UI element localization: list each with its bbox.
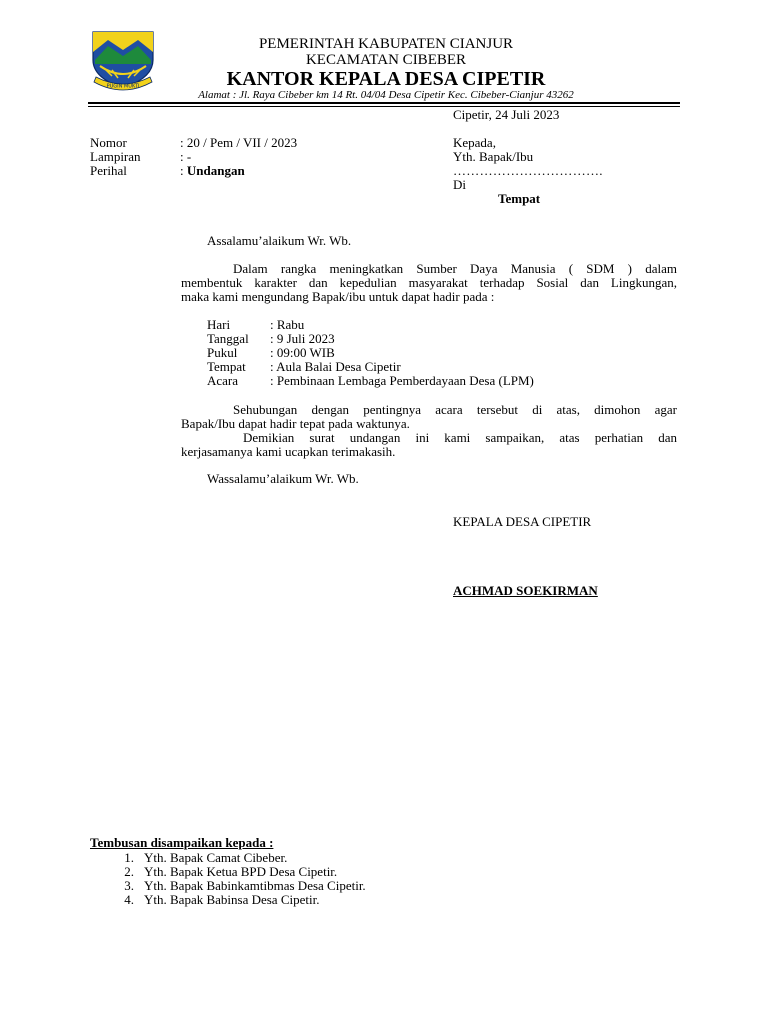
logo-motto: PUGIN MUKTI bbox=[106, 83, 140, 90]
recipient-kepada: Kepada, bbox=[453, 135, 496, 150]
cc-text: Yth. Bapak Babinsa Desa Cipetir. bbox=[144, 892, 320, 907]
letterhead-divider-thick bbox=[88, 102, 680, 104]
intro-paragraph bbox=[181, 262, 677, 304]
recipient-di: Di bbox=[453, 177, 466, 192]
cianjur-regency-logo bbox=[90, 30, 156, 94]
signature-name: ACHMAD SOEKIRMAN bbox=[453, 583, 598, 598]
closing1-line-1: Sehubungan dengan pentingnya acara tersebut di atas, dimohon agar bbox=[233, 402, 677, 417]
letterhead-divider-thin bbox=[88, 106, 680, 107]
greeting: Assalamu’alaikum Wr. Wb. bbox=[207, 233, 352, 248]
event-value-tempat: : Aula Balai Desa Cipetir bbox=[270, 359, 401, 374]
intro-line-2: membentuk karakter dan kepedulian masyarakat terhadap Sosial dan Lingkungan, bbox=[181, 275, 677, 290]
lampiran-label: Lampiran bbox=[90, 149, 141, 164]
recipient-tempat: Tempat bbox=[498, 191, 541, 206]
recipient-dots: ……………………………. bbox=[453, 163, 603, 178]
nomor-value: : 20 / Pem / VII / 2023 bbox=[180, 135, 298, 150]
intro-line-1: Dalam rangka meningkatkan Sumber Daya Manusia ( SDM ) dalam bbox=[233, 261, 677, 276]
perihal-row bbox=[180, 164, 245, 178]
signature-position: KEPALA DESA CIPETIR bbox=[453, 514, 592, 529]
event-value-hari: : Rabu bbox=[270, 317, 305, 332]
closing-paragraph-2 bbox=[181, 431, 677, 459]
lampiran-value: : - bbox=[180, 149, 192, 164]
recipient-yth: Yth. Bapak/Ibu bbox=[453, 149, 534, 164]
farewell: Wassalamu’alaikum Wr. Wb. bbox=[207, 471, 359, 486]
cc-list-item bbox=[110, 851, 287, 865]
perihal-label: Perihal bbox=[90, 163, 127, 178]
cc-text: Yth. Bapak Ketua BPD Desa Cipetir. bbox=[144, 864, 338, 879]
event-value-pukul: : 09:00 WIB bbox=[270, 345, 335, 360]
closing2-line-2: kerjasamanya kami ucapkan terimakasih. bbox=[181, 444, 396, 459]
event-label-tempat: Tempat bbox=[207, 359, 246, 374]
perihal-colon: : bbox=[180, 163, 187, 178]
event-label-hari: Hari bbox=[207, 317, 231, 332]
org-line-2: KECAMATAN CIBEBER bbox=[305, 52, 467, 68]
event-value-tanggal: : 9 Juli 2023 bbox=[270, 331, 335, 346]
closing-paragraph-1 bbox=[181, 403, 677, 431]
cc-text: Yth. Bapak Babinkamtibmas Desa Cipetir. bbox=[144, 878, 366, 893]
cc-text: Yth. Bapak Camat Cibeber. bbox=[144, 850, 288, 865]
cc-list-item bbox=[110, 879, 366, 893]
org-line-1: PEMERINTAH KABUPATEN CIANJUR bbox=[258, 36, 514, 52]
cc-number: 1. bbox=[124, 850, 134, 865]
event-label-acara: Acara bbox=[207, 373, 239, 388]
event-label-tanggal: Tanggal bbox=[207, 331, 249, 346]
org-title: KANTOR KEPALA DESA CIPETIR bbox=[226, 68, 546, 90]
perihal-value: Undangan bbox=[186, 163, 245, 178]
nomor-label: Nomor bbox=[90, 135, 127, 150]
cc-number: 4. bbox=[124, 892, 134, 907]
intro-line-3: maka kami mengundang Bapak/ibu untuk dapat hadir pada : bbox=[181, 289, 495, 304]
org-address: Alamat : Jl. Raya Cibeber km 14 Rt. 04/04 Desa Cipetir Kec. Cibeber-Cianjur 43262 bbox=[198, 89, 574, 101]
cc-list-item bbox=[110, 865, 337, 879]
cc-number: 3. bbox=[124, 878, 134, 893]
cc-list-item bbox=[110, 893, 319, 907]
cc-number: 2. bbox=[124, 864, 134, 879]
event-value-acara: : Pembinaan Lembaga Pemberdayaan Desa (LPM) bbox=[270, 373, 534, 388]
closing2-line-1: Demikian surat undangan ini kami sampaikan, atas perhatian dan bbox=[243, 430, 677, 445]
event-label-pukul: Pukul bbox=[207, 345, 238, 360]
date-line: Cipetir, 24 Juli 2023 bbox=[453, 107, 560, 122]
closing1-line-2: Bapak/Ibu dapat hadir tepat pada waktunya. bbox=[181, 416, 410, 431]
cc-title: Tembusan disampaikan kepada : bbox=[90, 835, 274, 850]
